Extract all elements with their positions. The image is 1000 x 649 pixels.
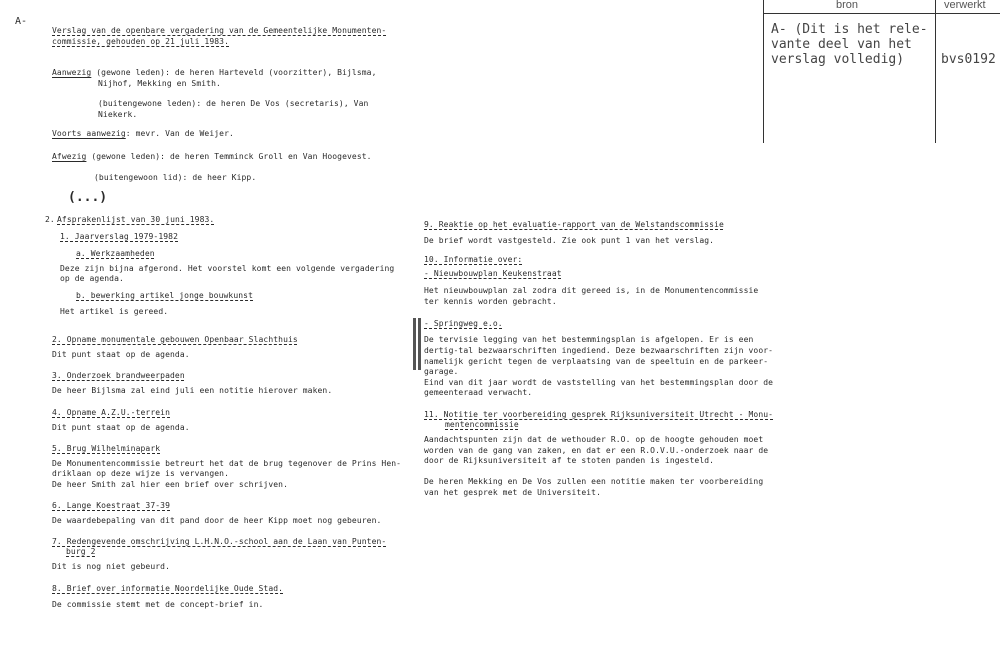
section-2-title: Afsprakenlijst van 30 juni 1983. <box>57 215 215 224</box>
section-10b-text-6: gemeenteraad verwacht. <box>424 388 533 397</box>
margin-bar-1 <box>413 318 416 370</box>
section-11-text-3: door de Rijksuniversiteit af te stoten panden is ingesteld. <box>424 456 715 465</box>
section-11-text-5: van het gesprek met de Universiteit. <box>424 488 601 497</box>
aanwezig-label: Aanwezig <box>52 68 92 77</box>
col-bron-header: bron <box>836 0 859 11</box>
item-4-title: 4. Opname A.Z.U.-terrein <box>52 408 170 417</box>
afwezig-label: Afwezig <box>52 152 87 161</box>
item-5-text-3: De heer Smith zal hier een brief over schrijven. <box>52 480 288 489</box>
item-6-title: 6. Lange Koestraat 37-39 <box>52 501 170 510</box>
report-title-line2: commissie, gehouden op 21 juli 1983. <box>52 37 229 46</box>
item-5-text-1: De Monumentencommissie betreurt het dat de brug tegenover de Prins Hen- <box>52 459 402 468</box>
voorts-line <box>52 128 234 139</box>
table-divider-left <box>763 0 764 143</box>
item-6-text: De waardebepaling van dit pand door de heer Kipp moet nog gebeuren. <box>52 516 382 525</box>
aanwezig-line2: Nijhof, Mekking en Smith. <box>98 79 221 88</box>
item-3-text: De heer Bijlsma zal eind juli een notitie hierover maken. <box>52 386 333 395</box>
col-verwerkt-header: verwerkt <box>944 0 986 11</box>
section-10b-text-4: garage. <box>424 367 459 376</box>
item-2-title: 2. Opname monumentale gebouwen Openbaar Slachthuis <box>52 335 298 344</box>
afwezig-line2: (buitengewoon lid): de heer Kipp. <box>94 173 257 182</box>
aanwezig-line3: (buitengewone leden): de heren De Vos (secretaris), Van <box>98 99 369 108</box>
section-10b-text-1: De tervisie legging van het bestemmingsplan is afgelopen. Er is een <box>424 335 754 344</box>
section-11-text-1: Aandachtspunten zijn dat de wethouder R.O. op de hoogte gehouden moet <box>424 435 764 444</box>
item-3-title: 3. Onderzoek brandweerpaden <box>52 371 185 380</box>
ellipsis: (...) <box>68 190 108 205</box>
section-11-text-4: De heren Mekking en De Vos zullen een notitie maken ter voorbereiding <box>424 477 764 486</box>
section-10b-text-2: dertig-tal bezwaarschriften ingediend. Deze bezwaarschriften zijn voor- <box>424 346 774 355</box>
section-10b-text-5: Eind van dit jaar wordt de vaststelling van het bestemmingsplan door de <box>424 378 774 387</box>
archive-code: bvs0192 <box>941 52 996 67</box>
section-2-1a-title: a. Werkzaamheden <box>76 249 155 258</box>
afwezig-text: (gewone leden): de heren Temminck Groll en Van Hoogevest. <box>86 152 372 161</box>
voorts-text: : mevr. Van de Weijer. <box>125 129 234 138</box>
section-9-text: De brief wordt vastgesteld. Zie ook punt 1 van het verslag. <box>424 236 715 245</box>
item-2-text: Dit punt staat op de agenda. <box>52 350 190 359</box>
section-11-title: 11. Notitie ter voorbereiding gesprek Rijksuniversiteit Utrecht - Monu- <box>424 410 774 419</box>
section-2-1b-text: Het artikel is gereed. <box>60 307 169 316</box>
archive-note-2: vante deel van het <box>771 37 912 52</box>
section-2-number: 2. <box>45 215 55 224</box>
archive-note-1: A- (Dit is het rele- <box>771 22 928 37</box>
report-title-line1: Verslag van de openbare vergadering van de Gemeentelijke Monumenten- <box>52 26 387 35</box>
item-8-text: De commissie stemt met de concept-brief in. <box>52 600 264 609</box>
section-10a-text-1: Het nieuwbouwplan zal zodra dit gereed is, in de Monumentencommissie <box>424 286 759 295</box>
item-8-title: 8. Brief over informatie Noordelijke Oude Stad. <box>52 584 284 593</box>
section-2-1a-text-2: op de agenda. <box>60 274 124 283</box>
voorts-label: Voorts aanwezig <box>52 129 126 138</box>
archive-note-3: verslag volledig) <box>771 52 905 67</box>
aanwezig-line1 <box>52 67 377 78</box>
item-7-text: Dit is nog niet gebeurd. <box>52 562 170 571</box>
section-10b-title: - Springweg e.o. <box>424 319 503 328</box>
section-10-title: 10. Informatie over: <box>424 255 523 264</box>
aanwezig-line4: Niekerk. <box>98 110 138 119</box>
table-divider-mid <box>935 0 936 143</box>
section-10a-text-2: ter kennis worden gebracht. <box>424 297 557 306</box>
section-10a-title: - Nieuwbouwplan Keukenstraat <box>424 269 562 278</box>
table-rule <box>763 13 1000 14</box>
section-2-1b-title: b. bewerking artikel jonge bouwkunst <box>76 291 253 300</box>
item-4-text: Dit punt staat op de agenda. <box>52 423 190 432</box>
section-11-text-2: worden van de gang van zaken, en dat er een R.O.V.U.-onderzoek naar de <box>424 446 769 455</box>
item-5-title: 5. Brug Wilhelminapark <box>52 444 161 453</box>
section-2-1a-text-1: Deze zijn bijna afgerond. Het voorstel komt een volgende vergadering <box>60 264 395 273</box>
aanwezig-text: (gewone leden): de heren Harteveld (voorzitter), Bijlsma, <box>91 68 377 77</box>
section-11-title-2: mentencommissie <box>445 420 519 429</box>
section-10b-text-3: namelijk gericht tegen de verplaatsing van de speeltuin en de parkeer- <box>424 357 769 366</box>
item-5-text-2: driklaan op deze wijze is vervangen. <box>52 469 229 478</box>
margin-mark: A- <box>15 16 28 27</box>
margin-bar-2 <box>418 318 421 370</box>
section-9-title: 9. Reaktie op het evaluatie-rapport van de Welstandscommissie <box>424 220 724 229</box>
item-7-title-2: burg 2 <box>66 547 96 556</box>
item-7-title: 7. Redengevende omschrijving L.H.N.O.-school aan de Laan van Punten- <box>52 537 387 546</box>
afwezig-line1 <box>52 151 372 162</box>
section-2-1-title: 1. Jaarverslag 1979-1982 <box>60 232 178 241</box>
